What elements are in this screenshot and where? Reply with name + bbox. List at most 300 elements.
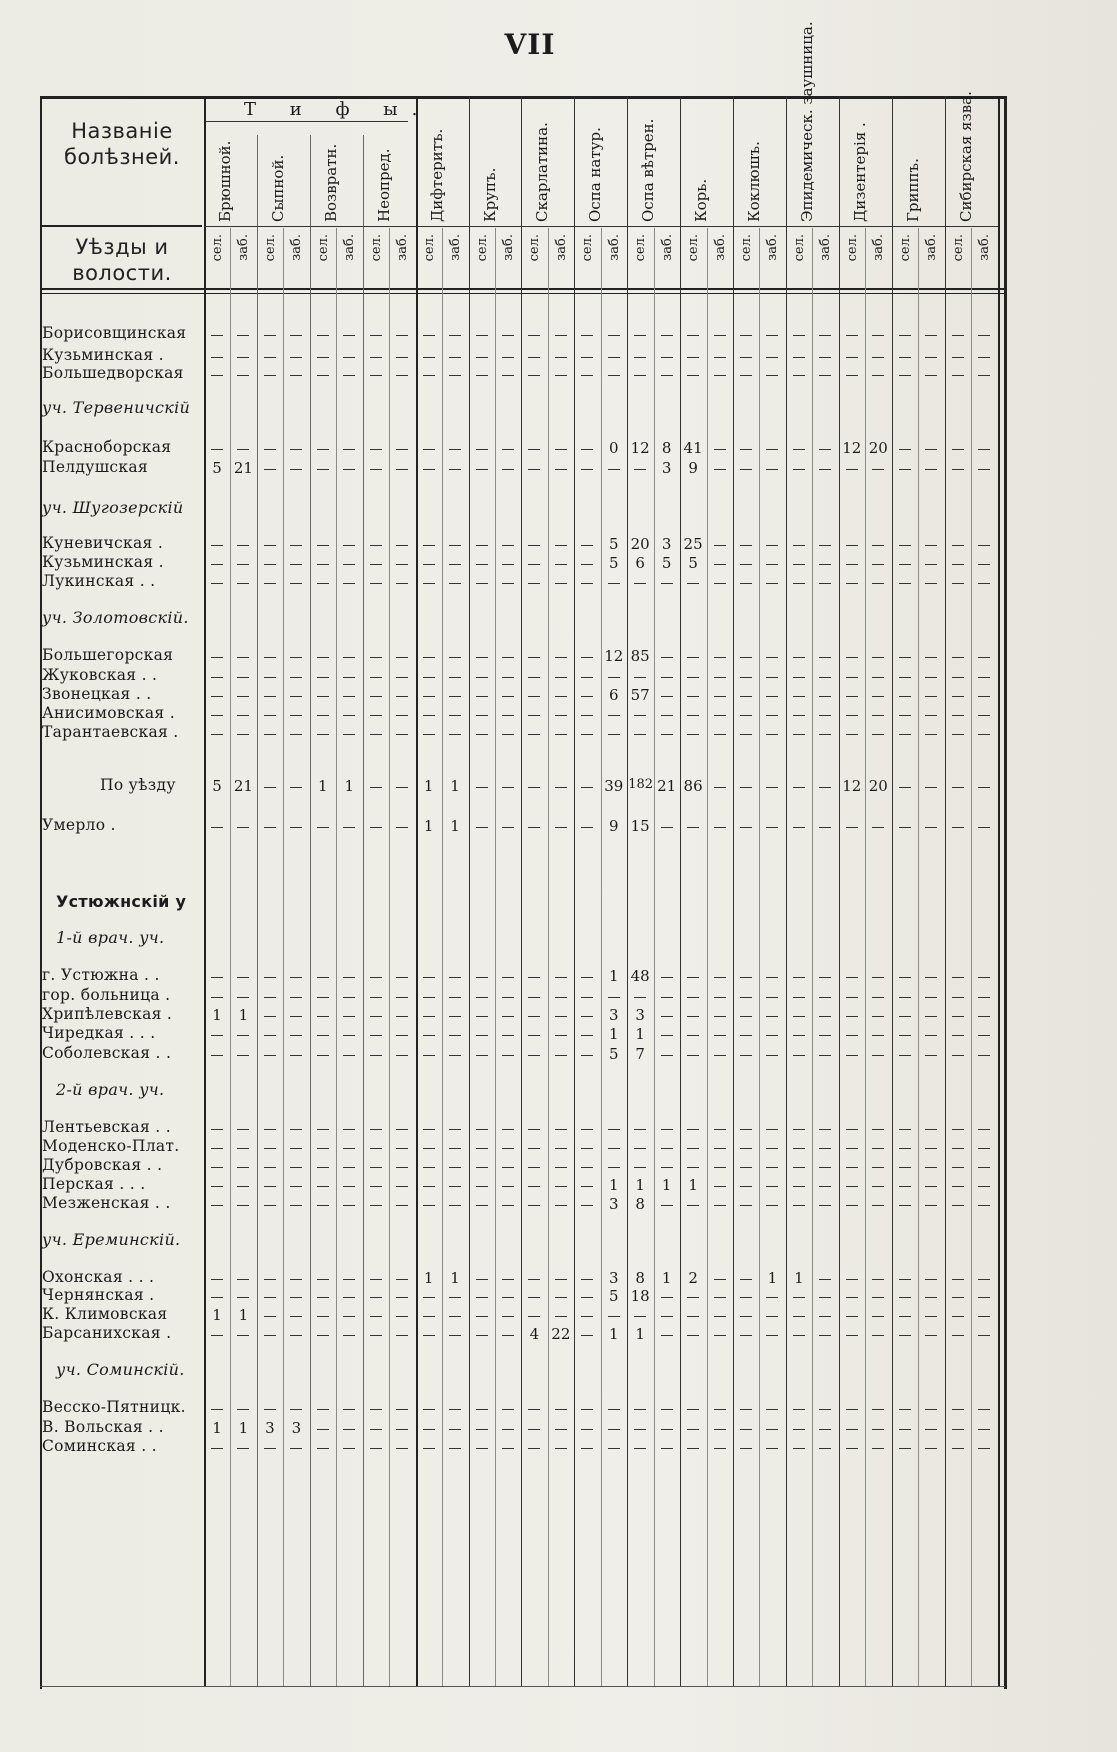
empty-cell-dash <box>211 1335 223 1336</box>
empty-cell-dash <box>872 1316 884 1317</box>
empty-cell-dash <box>317 1279 329 1280</box>
row-label: Жуковская . . <box>42 666 158 684</box>
column-line <box>945 96 946 1686</box>
table-cell: 1 <box>635 1176 645 1194</box>
subheading-zab: заб. <box>871 234 887 261</box>
empty-cell-dash <box>846 1035 858 1036</box>
empty-cell-dash <box>264 657 276 658</box>
empty-cell-dash <box>634 1429 646 1430</box>
empty-cell-dash <box>766 1297 778 1298</box>
empty-cell-dash <box>317 977 329 978</box>
table-cell: 5 <box>608 1045 619 1063</box>
empty-cell-dash <box>211 1148 223 1149</box>
subcolumn-line <box>812 228 813 1686</box>
empty-cell-dash <box>608 715 620 716</box>
empty-cell-dash <box>899 583 911 584</box>
empty-cell-dash <box>555 335 567 336</box>
empty-cell-dash <box>714 997 726 998</box>
empty-cell-dash <box>793 1335 805 1336</box>
empty-cell-dash <box>317 564 329 565</box>
empty-cell-dash <box>528 449 540 450</box>
empty-cell-dash <box>952 787 964 788</box>
empty-cell-dash <box>423 657 435 658</box>
empty-cell-dash <box>925 357 937 358</box>
empty-cell-dash <box>899 677 911 678</box>
empty-cell-dash <box>714 357 726 358</box>
table-cell: 3 <box>608 1195 619 1213</box>
subheading-zab: заб. <box>448 234 464 261</box>
empty-cell-dash <box>449 469 461 470</box>
empty-cell-dash <box>766 715 778 716</box>
empty-cell-dash <box>528 1129 540 1130</box>
empty-cell-dash <box>714 977 726 978</box>
empty-cell-dash <box>555 1279 567 1280</box>
empty-cell-dash <box>290 657 302 658</box>
empty-cell-dash <box>872 583 884 584</box>
empty-cell-dash <box>581 545 593 546</box>
empty-cell-dash <box>714 715 726 716</box>
empty-cell-dash <box>555 1429 567 1430</box>
empty-cell-dash <box>343 734 355 735</box>
empty-cell-dash <box>661 1016 673 1017</box>
empty-cell-dash <box>872 977 884 978</box>
empty-cell-dash <box>264 787 276 788</box>
empty-cell-dash <box>846 564 858 565</box>
empty-cell-dash <box>211 1129 223 1130</box>
empty-cell-dash <box>952 1335 964 1336</box>
subheading-zab: заб. <box>765 234 781 261</box>
empty-cell-dash <box>634 677 646 678</box>
empty-cell-dash <box>581 787 593 788</box>
empty-cell-dash <box>476 657 488 658</box>
table-cell: 1 <box>450 1269 460 1287</box>
subheading-zab: заб. <box>553 234 569 261</box>
empty-cell-dash <box>925 696 937 697</box>
empty-cell-dash <box>846 1429 858 1430</box>
empty-cell-dash <box>766 696 778 697</box>
empty-cell-dash <box>925 545 937 546</box>
empty-cell-dash <box>714 1167 726 1168</box>
empty-cell-dash <box>555 545 567 546</box>
empty-cell-dash <box>581 357 593 358</box>
table-cell: 1 <box>423 1269 434 1287</box>
empty-cell-dash <box>237 449 249 450</box>
empty-cell-dash <box>264 357 276 358</box>
empty-cell-dash <box>899 1429 911 1430</box>
empty-cell-dash <box>264 1035 276 1036</box>
empty-cell-dash <box>211 677 223 678</box>
row-label: Лентьевская . . <box>42 1118 171 1136</box>
subheading-sel: сел. <box>527 234 543 262</box>
empty-cell-dash <box>343 1429 355 1430</box>
empty-cell-dash <box>396 787 408 788</box>
empty-cell-dash <box>925 583 937 584</box>
empty-cell-dash <box>290 1016 302 1017</box>
empty-cell-dash <box>290 564 302 565</box>
empty-cell-dash <box>370 449 382 450</box>
empty-cell-dash <box>978 375 990 376</box>
empty-cell-dash <box>528 375 540 376</box>
empty-cell-dash <box>502 1055 514 1056</box>
subheading-sel: сел. <box>686 234 702 262</box>
empty-cell-dash <box>978 1055 990 1056</box>
empty-cell-dash <box>608 1167 620 1168</box>
empty-cell-dash <box>449 357 461 358</box>
empty-cell-dash <box>952 357 964 358</box>
empty-cell-dash <box>740 1316 752 1317</box>
empty-cell-dash <box>925 1297 937 1298</box>
empty-cell-dash <box>555 1148 567 1149</box>
empty-cell-dash <box>872 715 884 716</box>
empty-cell-dash <box>714 375 726 376</box>
empty-cell-dash <box>449 335 461 336</box>
table-cell: 1 <box>344 777 355 795</box>
empty-cell-dash <box>661 734 673 735</box>
empty-cell-dash <box>317 1055 329 1056</box>
empty-cell-dash <box>581 469 593 470</box>
empty-cell-dash <box>237 564 249 565</box>
table-cell: 3 <box>661 535 672 553</box>
empty-cell-dash <box>899 696 911 697</box>
empty-cell-dash <box>528 997 540 998</box>
row-label: Соболевская . . <box>42 1044 172 1062</box>
subcolumn-line <box>918 228 919 1686</box>
empty-cell-dash <box>396 1429 408 1430</box>
empty-cell-dash <box>423 449 435 450</box>
row-label: Дубровская . . <box>42 1156 163 1174</box>
row-label: Барсанихская . <box>42 1324 172 1342</box>
empty-cell-dash <box>687 1448 699 1449</box>
empty-cell-dash <box>661 657 673 658</box>
empty-cell-dash <box>396 335 408 336</box>
column-line <box>627 96 628 1686</box>
empty-cell-dash <box>502 469 514 470</box>
empty-cell-dash <box>714 1129 726 1130</box>
empty-cell-dash <box>766 583 778 584</box>
empty-cell-dash <box>237 1297 249 1298</box>
empty-cell-dash <box>396 1148 408 1149</box>
empty-cell-dash <box>899 545 911 546</box>
row-label: В. Вольская . . <box>42 1418 164 1436</box>
empty-cell-dash <box>264 469 276 470</box>
empty-cell-dash <box>608 335 620 336</box>
empty-cell-dash <box>211 977 223 978</box>
empty-cell-dash <box>370 1016 382 1017</box>
row-label: Большедворская <box>42 364 184 382</box>
empty-cell-dash <box>952 449 964 450</box>
column-line <box>786 96 787 1686</box>
empty-cell-dash <box>819 1205 831 1206</box>
empty-cell-dash <box>925 734 937 735</box>
empty-cell-dash <box>317 1297 329 1298</box>
empty-cell-dash <box>396 1205 408 1206</box>
empty-cell-dash <box>211 1279 223 1280</box>
district-label: Устюжнскій у <box>56 892 187 911</box>
empty-cell-dash <box>661 1167 673 1168</box>
empty-cell-dash <box>370 696 382 697</box>
empty-cell-dash <box>608 1429 620 1430</box>
empty-cell-dash <box>740 787 752 788</box>
empty-cell-dash <box>528 696 540 697</box>
empty-cell-dash <box>423 583 435 584</box>
empty-cell-dash <box>502 1167 514 1168</box>
empty-cell-dash <box>766 657 778 658</box>
empty-cell-dash <box>872 1035 884 1036</box>
empty-cell-dash <box>237 335 249 336</box>
page-number: VII <box>504 28 556 61</box>
empty-cell-dash <box>978 734 990 735</box>
empty-cell-dash <box>740 977 752 978</box>
empty-cell-dash <box>423 1167 435 1168</box>
empty-cell-dash <box>766 449 778 450</box>
empty-cell-dash <box>211 1297 223 1298</box>
empty-cell-dash <box>555 657 567 658</box>
table-cell: 85 <box>630 647 650 665</box>
empty-cell-dash <box>608 375 620 376</box>
empty-cell-dash <box>634 1129 646 1130</box>
empty-cell-dash <box>343 997 355 998</box>
empty-cell-dash <box>423 715 435 716</box>
empty-cell-dash <box>899 1205 911 1206</box>
empty-cell-dash <box>211 1055 223 1056</box>
empty-cell-dash <box>581 734 593 735</box>
empty-cell-dash <box>714 787 726 788</box>
empty-cell-dash <box>793 787 805 788</box>
empty-cell-dash <box>819 1279 831 1280</box>
empty-cell-dash <box>264 583 276 584</box>
empty-cell-dash <box>952 1448 964 1449</box>
empty-cell-dash <box>846 715 858 716</box>
empty-cell-dash <box>528 734 540 735</box>
empty-cell-dash <box>634 469 646 470</box>
empty-cell-dash <box>846 1148 858 1149</box>
empty-cell-dash <box>899 977 911 978</box>
empty-cell-dash <box>846 1297 858 1298</box>
empty-cell-dash <box>449 715 461 716</box>
empty-cell-dash <box>343 1055 355 1056</box>
empty-cell-dash <box>317 1448 329 1449</box>
empty-cell-dash <box>978 696 990 697</box>
empty-cell-dash <box>872 657 884 658</box>
empty-cell-dash <box>290 827 302 828</box>
column-heading: Брюшной. <box>216 140 234 222</box>
empty-cell-dash <box>952 1409 964 1410</box>
subheading-zab: заб. <box>659 234 675 261</box>
empty-cell-dash <box>714 1335 726 1336</box>
empty-cell-dash <box>317 1148 329 1149</box>
subheading-zab: заб. <box>606 234 622 261</box>
empty-cell-dash <box>740 564 752 565</box>
empty-cell-dash <box>317 715 329 716</box>
column-heading: Дифтеритъ. <box>427 128 446 222</box>
empty-cell-dash <box>925 1035 937 1036</box>
empty-cell-dash <box>846 1448 858 1449</box>
table-cell: 86 <box>683 777 703 795</box>
empty-cell-dash <box>872 545 884 546</box>
empty-cell-dash <box>555 1129 567 1130</box>
empty-cell-dash <box>211 827 223 828</box>
row-label: Охонская . . . <box>42 1268 155 1286</box>
empty-cell-dash <box>766 1148 778 1149</box>
empty-cell-dash <box>766 1409 778 1410</box>
empty-cell-dash <box>370 564 382 565</box>
empty-cell-dash <box>978 827 990 828</box>
empty-cell-dash <box>476 335 488 336</box>
empty-cell-dash <box>396 564 408 565</box>
row-label: Анисимовская . <box>42 704 175 722</box>
empty-cell-dash <box>687 1055 699 1056</box>
empty-cell-dash <box>343 657 355 658</box>
empty-cell-dash <box>793 1148 805 1149</box>
empty-cell-dash <box>819 677 831 678</box>
table-cell: 20 <box>630 535 650 553</box>
empty-cell-dash <box>952 469 964 470</box>
empty-cell-dash <box>423 1129 435 1130</box>
empty-cell-dash <box>925 564 937 565</box>
empty-cell-dash <box>925 335 937 336</box>
empty-cell-dash <box>793 1205 805 1206</box>
empty-cell-dash <box>634 997 646 998</box>
empty-cell-dash <box>819 1297 831 1298</box>
empty-cell-dash <box>766 677 778 678</box>
empty-cell-dash <box>714 734 726 735</box>
empty-cell-dash <box>317 583 329 584</box>
empty-cell-dash <box>370 1035 382 1036</box>
empty-cell-dash <box>872 734 884 735</box>
empty-cell-dash <box>396 545 408 546</box>
empty-cell-dash <box>766 545 778 546</box>
empty-cell-dash <box>608 1448 620 1449</box>
empty-cell-dash <box>872 1186 884 1187</box>
empty-cell-dash <box>528 1205 540 1206</box>
empty-cell-dash <box>528 335 540 336</box>
empty-cell-dash <box>766 1335 778 1336</box>
empty-cell-dash <box>661 1129 673 1130</box>
empty-cell-dash <box>899 1055 911 1056</box>
table-cell: 2 <box>688 1269 698 1287</box>
empty-cell-dash <box>264 1148 276 1149</box>
empty-cell-dash <box>687 1129 699 1130</box>
empty-cell-dash <box>343 1167 355 1168</box>
total-left-label: Умерло . <box>42 816 116 834</box>
empty-cell-dash <box>978 1335 990 1336</box>
empty-cell-dash <box>819 469 831 470</box>
empty-cell-dash <box>211 734 223 735</box>
empty-cell-dash <box>264 545 276 546</box>
empty-cell-dash <box>952 1148 964 1149</box>
subcolumn-line <box>759 228 760 1686</box>
empty-cell-dash <box>449 583 461 584</box>
empty-cell-dash <box>476 1279 488 1280</box>
empty-cell-dash <box>872 827 884 828</box>
row-label: Звонецкая . . <box>42 685 152 703</box>
empty-cell-dash <box>264 1297 276 1298</box>
empty-cell-dash <box>819 787 831 788</box>
empty-cell-dash <box>449 734 461 735</box>
table-cell: 1 <box>688 1176 698 1194</box>
empty-cell-dash <box>317 1035 329 1036</box>
subheading-sel: сел. <box>210 234 225 262</box>
empty-cell-dash <box>423 1316 435 1317</box>
empty-cell-dash <box>899 1335 911 1336</box>
empty-cell-dash <box>661 357 673 358</box>
empty-cell-dash <box>819 1035 831 1036</box>
empty-cell-dash <box>978 715 990 716</box>
empty-cell-dash <box>555 1186 567 1187</box>
empty-cell-dash <box>555 564 567 565</box>
empty-cell-dash <box>290 1129 302 1130</box>
empty-cell-dash <box>978 335 990 336</box>
empty-cell-dash <box>819 827 831 828</box>
column-line <box>310 135 311 1686</box>
empty-cell-dash <box>978 545 990 546</box>
empty-cell-dash <box>555 1055 567 1056</box>
empty-cell-dash <box>370 583 382 584</box>
empty-cell-dash <box>290 1448 302 1449</box>
empty-cell-dash <box>423 469 435 470</box>
row-label: Чиредкая . . . <box>42 1024 156 1042</box>
table-cell: 5 <box>608 554 619 572</box>
empty-cell-dash <box>449 1055 461 1056</box>
empty-cell-dash <box>978 1279 990 1280</box>
empty-cell-dash <box>317 997 329 998</box>
empty-cell-dash <box>476 1429 488 1430</box>
empty-cell-dash <box>396 1129 408 1130</box>
empty-cell-dash <box>343 449 355 450</box>
empty-cell-dash <box>872 1429 884 1430</box>
empty-cell-dash <box>714 1148 726 1149</box>
subcolumn-line <box>707 228 708 1686</box>
empty-cell-dash <box>978 583 990 584</box>
subheading-sel: сел. <box>791 234 807 262</box>
empty-cell-dash <box>290 696 302 697</box>
empty-cell-dash <box>846 734 858 735</box>
empty-cell-dash <box>925 469 937 470</box>
empty-cell-dash <box>978 1167 990 1168</box>
empty-cell-dash <box>237 583 249 584</box>
empty-cell-dash <box>528 545 540 546</box>
empty-cell-dash <box>343 1279 355 1280</box>
column-line <box>469 96 470 1686</box>
empty-cell-dash <box>740 1429 752 1430</box>
empty-cell-dash <box>581 564 593 565</box>
empty-cell-dash <box>476 734 488 735</box>
empty-cell-dash <box>978 1148 990 1149</box>
empty-cell-dash <box>290 1055 302 1056</box>
empty-cell-dash <box>714 545 726 546</box>
empty-cell-dash <box>396 657 408 658</box>
empty-cell-dash <box>872 375 884 376</box>
empty-cell-dash <box>793 696 805 697</box>
empty-cell-dash <box>555 469 567 470</box>
empty-cell-dash <box>476 1148 488 1149</box>
empty-cell-dash <box>846 1129 858 1130</box>
empty-cell-dash <box>899 1035 911 1036</box>
empty-cell-dash <box>264 1167 276 1168</box>
empty-cell-dash <box>290 449 302 450</box>
empty-cell-dash <box>740 375 752 376</box>
empty-cell-dash <box>396 677 408 678</box>
table-cell: 1 <box>318 777 328 795</box>
empty-cell-dash <box>264 1186 276 1187</box>
empty-cell-dash <box>237 1279 249 1280</box>
empty-cell-dash <box>264 696 276 697</box>
empty-cell-dash <box>581 1409 593 1410</box>
section-indent-label: уч. Соминскій. <box>56 1360 185 1379</box>
empty-cell-dash <box>581 977 593 978</box>
empty-cell-dash <box>661 1148 673 1149</box>
empty-cell-dash <box>740 1205 752 1206</box>
